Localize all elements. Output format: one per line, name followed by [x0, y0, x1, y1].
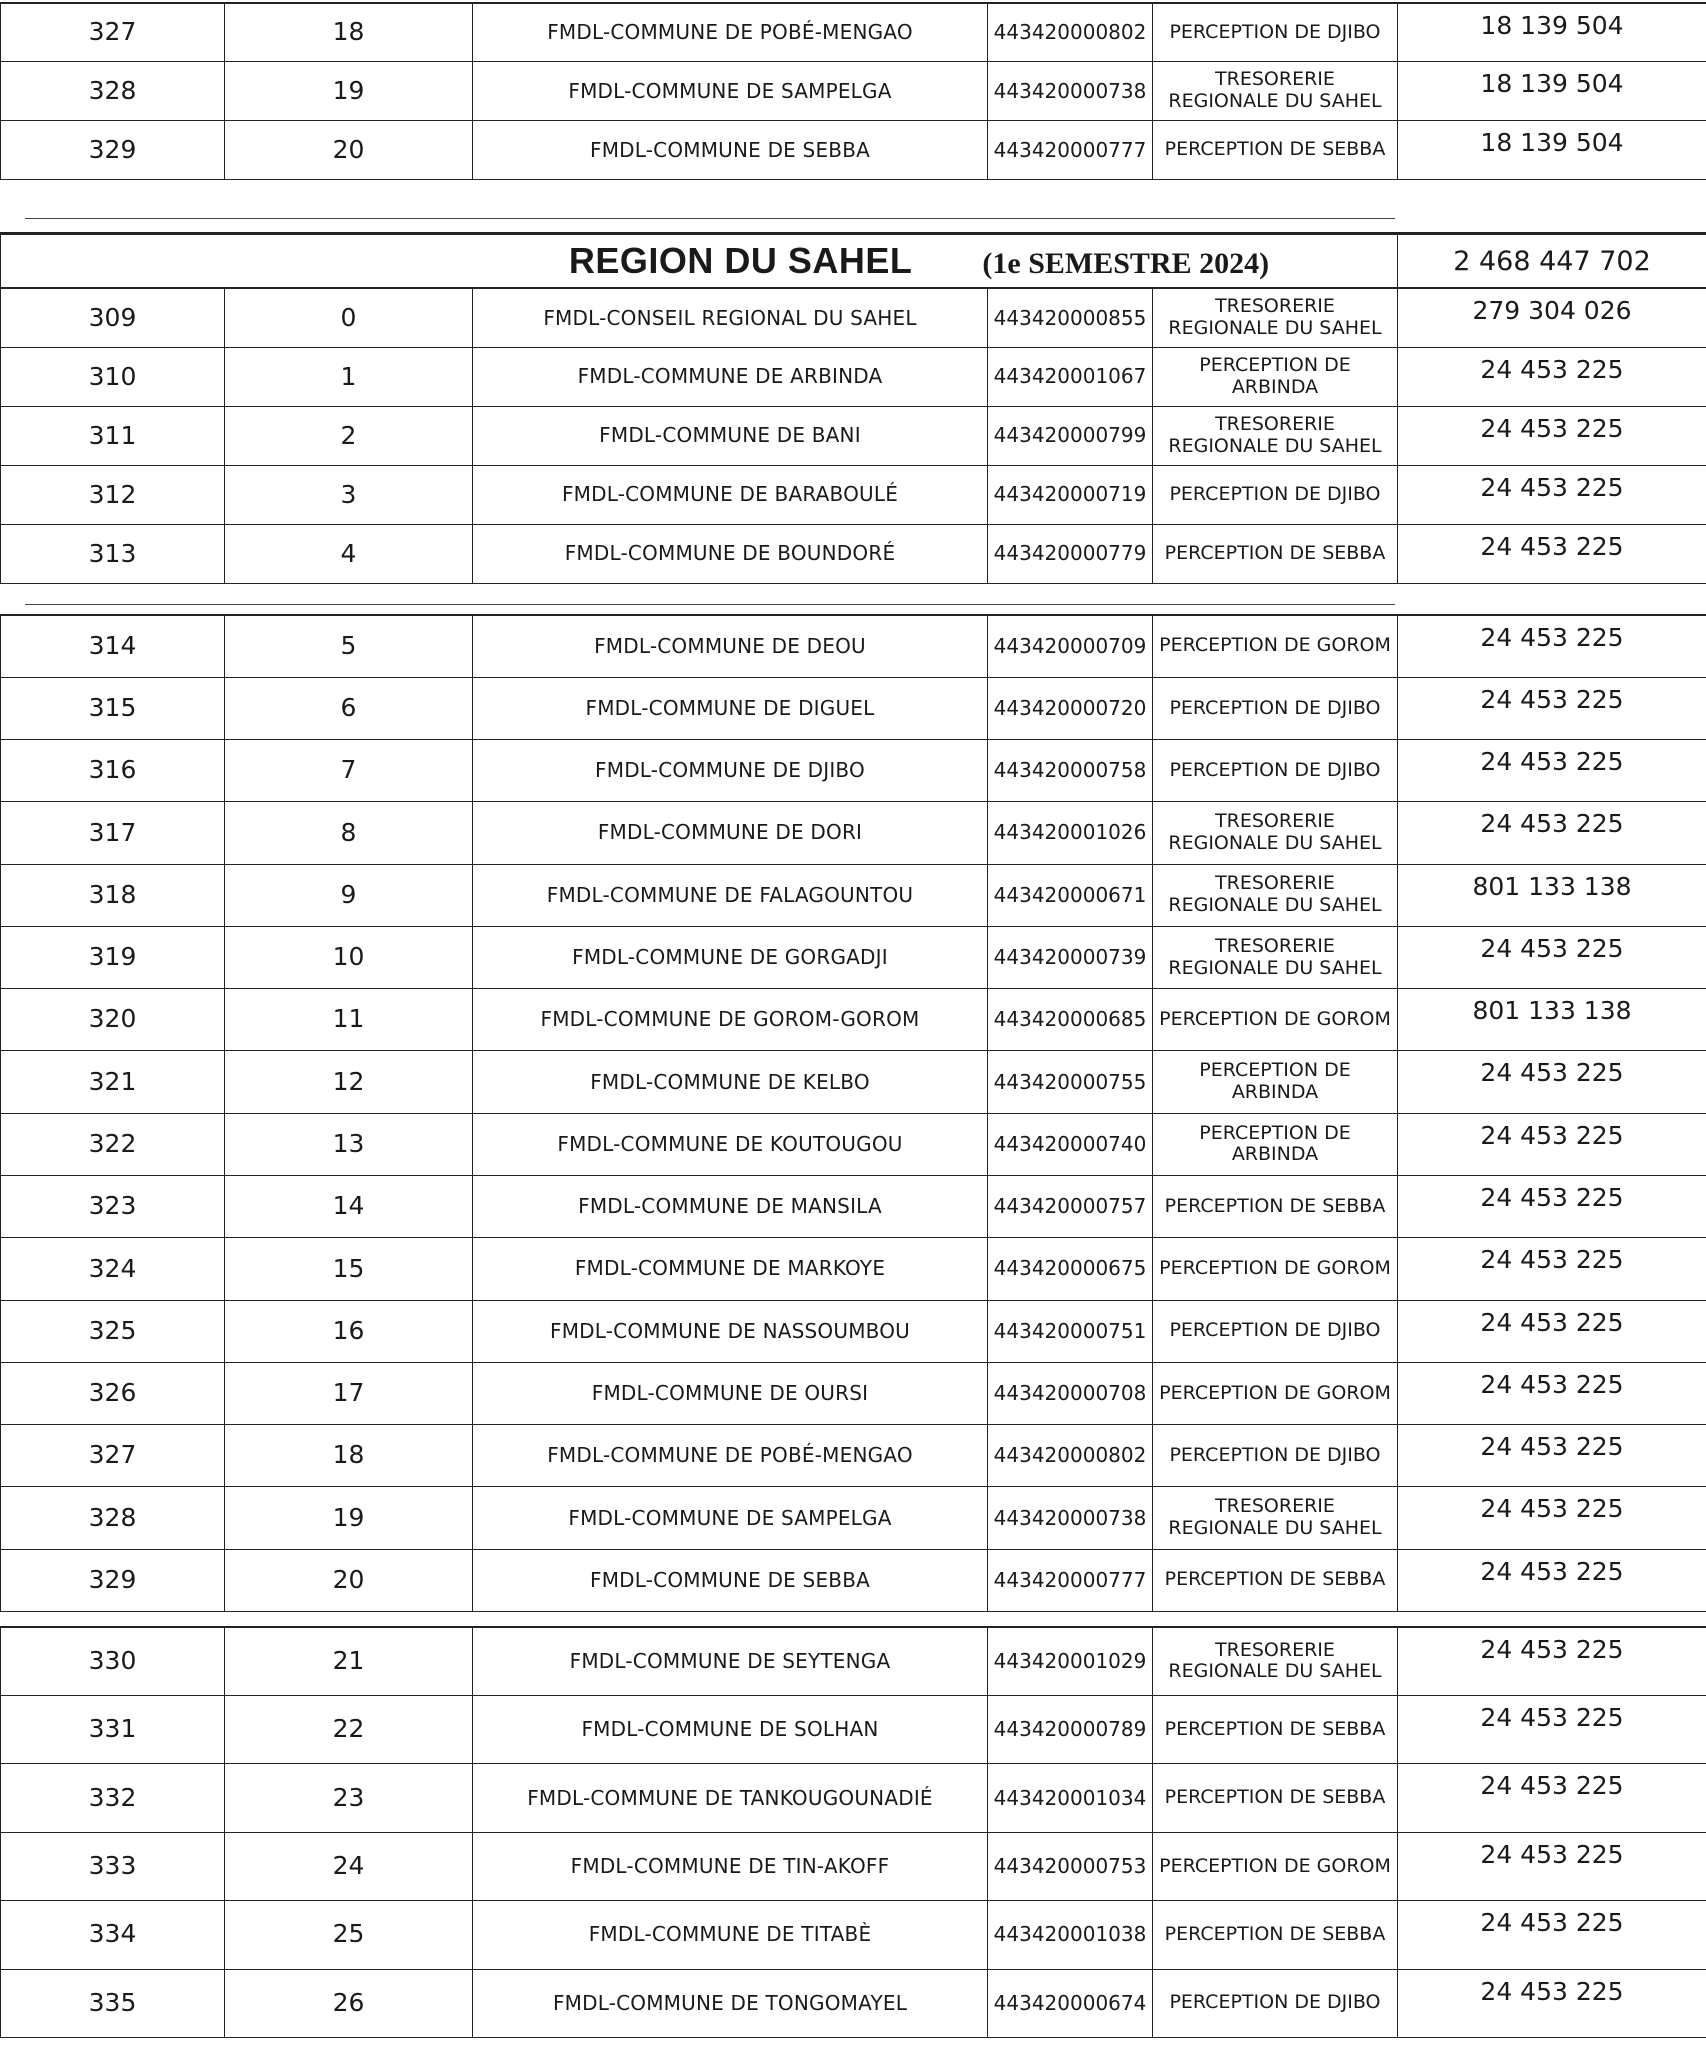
treasury-office-cell: TRESORERIE REGIONALE DU SAHEL	[1153, 1627, 1398, 1695]
rank-cell: 20	[225, 121, 473, 180]
region-header-row	[1, 234, 1706, 289]
entity-name-cell: FMDL-COMMUNE DE SEYTENGA	[473, 1627, 988, 1695]
rank-cell: 1	[225, 347, 473, 406]
treasury-office-cell: PERCEPTION DE DJIBO	[1153, 1425, 1398, 1487]
table-row	[1, 677, 1706, 739]
rank-cell: 24	[225, 1832, 473, 1900]
amount-cell: 24 453 225	[1398, 524, 1706, 583]
row-number-cell: 320	[1, 989, 225, 1051]
rank-cell: 16	[225, 1300, 473, 1362]
entity-name-cell: FMDL-COMMUNE DE GORGADJI	[473, 926, 988, 988]
sahel-region-section	[0, 232, 1706, 584]
row-number-cell: 335	[1, 1969, 225, 2037]
table-row	[1, 1051, 1706, 1113]
table-row	[1, 802, 1706, 864]
treasury-office-cell: PERCEPTION DE DJIBO	[1153, 1969, 1398, 2037]
row-number-cell: 331	[1, 1695, 225, 1763]
row-number-cell: 321	[1, 1051, 225, 1113]
rank-cell: 14	[225, 1176, 473, 1238]
table-row	[1, 989, 1706, 1051]
amount-cell: 24 453 225	[1398, 1425, 1706, 1487]
table-row	[1, 1832, 1706, 1900]
region-title: REGION DU SAHEL	[568, 240, 913, 282]
amount-cell: 24 453 225	[1398, 802, 1706, 864]
sahel-rows-part3	[0, 1626, 1706, 2038]
region-total: 2 468 447 702	[1398, 234, 1706, 289]
table-row	[1, 1425, 1706, 1487]
table-body-section1	[1, 288, 1706, 583]
entity-name-cell: FMDL-COMMUNE DE DJIBO	[473, 740, 988, 802]
entity-name-cell: FMDL-COMMUNE DE SOLHAN	[473, 1695, 988, 1763]
table-row	[1, 1695, 1706, 1763]
amount-cell: 24 453 225	[1398, 677, 1706, 739]
entity-name-cell: FMDL-COMMUNE DE POBÉ-MENGAO	[473, 1425, 988, 1487]
entity-name-cell: FMDL-CONSEIL REGIONAL DU SAHEL	[473, 288, 988, 347]
rank-cell: 18	[225, 3, 473, 62]
account-number-cell: 443420000855	[988, 288, 1153, 347]
treasury-office-cell: TRESORERIE REGIONALE DU SAHEL	[1153, 802, 1398, 864]
table-row	[1, 524, 1706, 583]
amount-cell: 24 453 225	[1398, 1362, 1706, 1424]
row-number-cell: 328	[1, 1487, 225, 1549]
table-row	[1, 926, 1706, 988]
account-number-cell: 443420000674	[988, 1969, 1153, 2037]
treasury-office-cell: PERCEPTION DE GOROM	[1153, 989, 1398, 1051]
table-row	[1, 1300, 1706, 1362]
account-number-cell: 443420000738	[988, 1487, 1153, 1549]
account-number-cell: 443420000789	[988, 1695, 1153, 1763]
amount-cell: 24 453 225	[1398, 1695, 1706, 1763]
amount-cell: 18 139 504	[1398, 121, 1706, 180]
treasury-office-cell: PERCEPTION DE DJIBO	[1153, 677, 1398, 739]
table-row	[1, 406, 1706, 465]
table-row	[1, 1901, 1706, 1969]
account-number-cell: 443420000719	[988, 465, 1153, 524]
table-row	[1, 1176, 1706, 1238]
table-row	[1, 1764, 1706, 1832]
treasury-office-cell: PERCEPTION DE DJIBO	[1153, 465, 1398, 524]
table-row	[1, 1238, 1706, 1300]
rank-cell: 26	[225, 1969, 473, 2037]
entity-name-cell: FMDL-COMMUNE DE GOROM-GOROM	[473, 989, 988, 1051]
treasury-office-cell: TRESORERIE REGIONALE DU SAHEL	[1153, 926, 1398, 988]
rank-cell: 19	[225, 62, 473, 121]
row-number-cell: 317	[1, 802, 225, 864]
region-header-cell	[1, 234, 1398, 289]
account-number-cell: 443420000708	[988, 1362, 1153, 1424]
amount-cell: 24 453 225	[1398, 1487, 1706, 1549]
rank-cell: 4	[225, 524, 473, 583]
table-row	[1, 864, 1706, 926]
amount-cell: 279 304 026	[1398, 288, 1706, 347]
account-number-cell: 443420001034	[988, 1764, 1153, 1832]
rank-cell: 0	[225, 288, 473, 347]
entity-name-cell: FMDL-COMMUNE DE SAMPELGA	[473, 62, 988, 121]
entity-name-cell: FMDL-COMMUNE DE BOUNDORÉ	[473, 524, 988, 583]
treasury-office-cell: TRESORERIE REGIONALE DU SAHEL	[1153, 1487, 1398, 1549]
account-number-cell: 443420000802	[988, 3, 1153, 62]
treasury-office-cell: PERCEPTION DE GOROM	[1153, 615, 1398, 677]
rank-cell: 20	[225, 1549, 473, 1611]
treasury-office-cell: TRESORERIE REGIONALE DU SAHEL	[1153, 62, 1398, 121]
amount-cell: 801 133 138	[1398, 864, 1706, 926]
account-number-cell: 443420000720	[988, 677, 1153, 739]
row-number-cell: 333	[1, 1832, 225, 1900]
rank-cell: 21	[225, 1627, 473, 1695]
rank-cell: 17	[225, 1362, 473, 1424]
account-number-cell: 443420000755	[988, 1051, 1153, 1113]
account-number-cell: 443420000758	[988, 740, 1153, 802]
row-number-cell: 327	[1, 3, 225, 62]
row-number-cell: 327	[1, 1425, 225, 1487]
account-number-cell: 443420000740	[988, 1113, 1153, 1175]
amount-cell: 18 139 504	[1398, 3, 1706, 62]
amount-cell: 24 453 225	[1398, 1051, 1706, 1113]
table-row	[1, 347, 1706, 406]
amount-cell: 24 453 225	[1398, 1300, 1706, 1362]
amount-cell: 24 453 225	[1398, 1549, 1706, 1611]
treasury-office-cell: PERCEPTION DE SEBBA	[1153, 524, 1398, 583]
amount-cell: 24 453 225	[1398, 926, 1706, 988]
entity-name-cell: FMDL-COMMUNE DE TONGOMAYEL	[473, 1969, 988, 2037]
account-number-cell: 443420000671	[988, 864, 1153, 926]
table-row	[1, 62, 1706, 121]
previous-region-rows	[0, 2, 1706, 180]
account-number-cell: 443420001038	[988, 1901, 1153, 1969]
account-number-cell: 443420000751	[988, 1300, 1153, 1362]
amount-cell: 24 453 225	[1398, 740, 1706, 802]
amount-cell: 24 453 225	[1398, 1832, 1706, 1900]
entity-name-cell: FMDL-COMMUNE DE TIN-AKOFF	[473, 1832, 988, 1900]
entity-name-cell: FMDL-COMMUNE DE SAMPELGA	[473, 1487, 988, 1549]
rank-cell: 8	[225, 802, 473, 864]
treasury-office-cell: PERCEPTION DE GOROM	[1153, 1832, 1398, 1900]
treasury-office-cell: PERCEPTION DE SEBBA	[1153, 121, 1398, 180]
amount-cell: 24 453 225	[1398, 1113, 1706, 1175]
treasury-office-cell: PERCEPTION DE SEBBA	[1153, 1176, 1398, 1238]
table-body-top	[1, 3, 1706, 180]
rank-cell: 7	[225, 740, 473, 802]
account-number-cell: 443420000709	[988, 615, 1153, 677]
rank-cell: 11	[225, 989, 473, 1051]
region-period: (1e SEMESTRE 2024)	[982, 247, 1270, 281]
entity-name-cell: FMDL-COMMUNE DE ARBINDA	[473, 347, 988, 406]
amount-cell: 24 453 225	[1398, 406, 1706, 465]
row-number-cell: 329	[1, 121, 225, 180]
rank-cell: 19	[225, 1487, 473, 1549]
amount-cell: 24 453 225	[1398, 615, 1706, 677]
row-number-cell: 330	[1, 1627, 225, 1695]
row-number-cell: 315	[1, 677, 225, 739]
entity-name-cell: FMDL-COMMUNE DE MARKOYE	[473, 1238, 988, 1300]
amount-cell: 24 453 225	[1398, 1969, 1706, 2037]
rank-cell: 18	[225, 1425, 473, 1487]
amount-cell: 18 139 504	[1398, 62, 1706, 121]
treasury-office-cell: TRESORERIE REGIONALE DU SAHEL	[1153, 864, 1398, 926]
account-number-cell: 443420000779	[988, 524, 1153, 583]
table-row	[1, 465, 1706, 524]
amount-cell: 24 453 225	[1398, 1764, 1706, 1832]
row-number-cell: 314	[1, 615, 225, 677]
rank-cell: 5	[225, 615, 473, 677]
amount-cell: 801 133 138	[1398, 989, 1706, 1051]
account-number-cell: 443420001029	[988, 1627, 1153, 1695]
table-row	[1, 1627, 1706, 1695]
row-number-cell: 313	[1, 524, 225, 583]
rank-cell: 15	[225, 1238, 473, 1300]
treasury-office-cell: TRESORERIE REGIONALE DU SAHEL	[1153, 288, 1398, 347]
treasury-office-cell: PERCEPTION DE SEBBA	[1153, 1764, 1398, 1832]
entity-name-cell: FMDL-COMMUNE DE DIGUEL	[473, 677, 988, 739]
entity-name-cell: FMDL-COMMUNE DE FALAGOUNTOU	[473, 864, 988, 926]
row-number-cell: 318	[1, 864, 225, 926]
rank-cell: 10	[225, 926, 473, 988]
row-number-cell: 312	[1, 465, 225, 524]
table-row	[1, 740, 1706, 802]
row-number-cell: 334	[1, 1901, 225, 1969]
row-number-cell: 325	[1, 1300, 225, 1362]
table-row	[1, 1969, 1706, 2037]
account-number-cell: 443420000777	[988, 121, 1153, 180]
account-number-cell: 443420001067	[988, 347, 1153, 406]
amount-cell: 24 453 225	[1398, 1901, 1706, 1969]
amount-cell: 24 453 225	[1398, 465, 1706, 524]
entity-name-cell: FMDL-COMMUNE DE BARABOULÉ	[473, 465, 988, 524]
table-row	[1, 3, 1706, 62]
treasury-office-cell: PERCEPTION DE DJIBO	[1153, 3, 1398, 62]
sahel-rows-part2	[0, 614, 1706, 1612]
treasury-office-cell: PERCEPTION DE SEBBA	[1153, 1695, 1398, 1763]
rank-cell: 12	[225, 1051, 473, 1113]
account-number-cell: 443420000802	[988, 1425, 1153, 1487]
rank-cell: 22	[225, 1695, 473, 1763]
table-row	[1, 1362, 1706, 1424]
entity-name-cell: FMDL-COMMUNE DE BANI	[473, 406, 988, 465]
scan-cut-line	[25, 218, 1395, 219]
entity-name-cell: FMDL-COMMUNE DE KELBO	[473, 1051, 988, 1113]
account-number-cell: 443420000757	[988, 1176, 1153, 1238]
table-row	[1, 1549, 1706, 1611]
entity-name-cell: FMDL-COMMUNE DE POBÉ-MENGAO	[473, 3, 988, 62]
rank-cell: 3	[225, 465, 473, 524]
row-number-cell: 309	[1, 288, 225, 347]
row-number-cell: 322	[1, 1113, 225, 1175]
row-number-cell: 311	[1, 406, 225, 465]
entity-name-cell: FMDL-COMMUNE DE DEOU	[473, 615, 988, 677]
treasury-office-cell: PERCEPTION DE SEBBA	[1153, 1901, 1398, 1969]
row-number-cell: 323	[1, 1176, 225, 1238]
account-number-cell: 443420000675	[988, 1238, 1153, 1300]
table-row	[1, 121, 1706, 180]
entity-name-cell: FMDL-COMMUNE DE TITABÈ	[473, 1901, 988, 1969]
entity-name-cell: FMDL-COMMUNE DE NASSOUMBOU	[473, 1300, 988, 1362]
table-row	[1, 1113, 1706, 1175]
account-number-cell: 443420000753	[988, 1832, 1153, 1900]
table-row	[1, 1487, 1706, 1549]
row-number-cell: 332	[1, 1764, 225, 1832]
row-number-cell: 326	[1, 1362, 225, 1424]
rank-cell: 2	[225, 406, 473, 465]
treasury-office-cell: PERCEPTION DE ARBINDA	[1153, 1113, 1398, 1175]
account-number-cell: 443420000685	[988, 989, 1153, 1051]
row-number-cell: 328	[1, 62, 225, 121]
table-body-section2	[1, 615, 1706, 1612]
treasury-office-cell: PERCEPTION DE DJIBO	[1153, 1300, 1398, 1362]
account-number-cell: 443420000738	[988, 62, 1153, 121]
entity-name-cell: FMDL-COMMUNE DE SEBBA	[473, 1549, 988, 1611]
rank-cell: 23	[225, 1764, 473, 1832]
treasury-office-cell: TRESORERIE REGIONALE DU SAHEL	[1153, 406, 1398, 465]
amount-cell: 24 453 225	[1398, 1176, 1706, 1238]
account-number-cell: 443420000739	[988, 926, 1153, 988]
rank-cell: 9	[225, 864, 473, 926]
rank-cell: 13	[225, 1113, 473, 1175]
amount-cell: 24 453 225	[1398, 1627, 1706, 1695]
treasury-office-cell: PERCEPTION DE ARBINDA	[1153, 347, 1398, 406]
treasury-office-cell: PERCEPTION DE SEBBA	[1153, 1549, 1398, 1611]
rank-cell: 6	[225, 677, 473, 739]
row-number-cell: 329	[1, 1549, 225, 1611]
amount-cell: 24 453 225	[1398, 1238, 1706, 1300]
entity-name-cell: FMDL-COMMUNE DE OURSI	[473, 1362, 988, 1424]
treasury-office-cell: PERCEPTION DE GOROM	[1153, 1238, 1398, 1300]
treasury-office-cell: PERCEPTION DE DJIBO	[1153, 740, 1398, 802]
account-number-cell: 443420000799	[988, 406, 1153, 465]
entity-name-cell: FMDL-COMMUNE DE MANSILA	[473, 1176, 988, 1238]
entity-name-cell: FMDL-COMMUNE DE KOUTOUGOU	[473, 1113, 988, 1175]
treasury-office-cell: PERCEPTION DE ARBINDA	[1153, 1051, 1398, 1113]
account-number-cell: 443420000777	[988, 1549, 1153, 1611]
table-body-section3	[1, 1627, 1706, 2038]
table-row	[1, 615, 1706, 677]
account-number-cell: 443420001026	[988, 802, 1153, 864]
table-row	[1, 288, 1706, 347]
entity-name-cell: FMDL-COMMUNE DE SEBBA	[473, 121, 988, 180]
treasury-office-cell: PERCEPTION DE GOROM	[1153, 1362, 1398, 1424]
entity-name-cell: FMDL-COMMUNE DE DORI	[473, 802, 988, 864]
row-number-cell: 324	[1, 1238, 225, 1300]
row-number-cell: 316	[1, 740, 225, 802]
scan-cut-line-2	[25, 604, 1395, 605]
row-number-cell: 319	[1, 926, 225, 988]
entity-name-cell: FMDL-COMMUNE DE TANKOUGOUNADIÉ	[473, 1764, 988, 1832]
amount-cell: 24 453 225	[1398, 347, 1706, 406]
rank-cell: 25	[225, 1901, 473, 1969]
row-number-cell: 310	[1, 347, 225, 406]
